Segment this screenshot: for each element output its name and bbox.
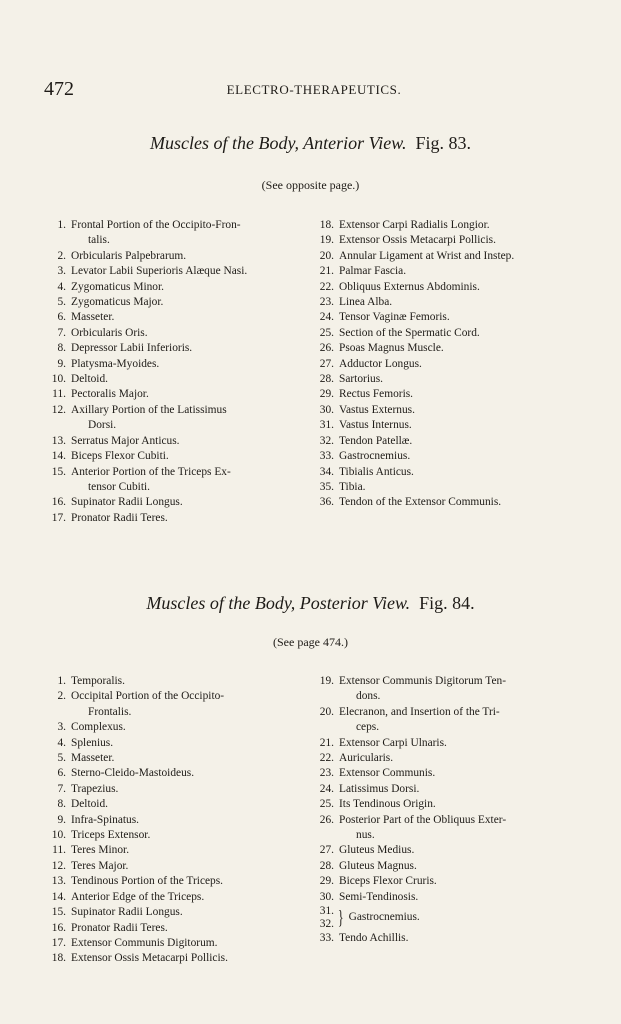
list-item bbox=[312, 280, 612, 295]
list-item bbox=[44, 797, 326, 812]
item-text: Extensor Communis Digitorum Ten- bbox=[339, 675, 506, 687]
item-number: 31. bbox=[319, 905, 334, 918]
item-number: 18. bbox=[51, 952, 66, 965]
item-number: 4. bbox=[57, 736, 66, 749]
list-item bbox=[44, 905, 326, 920]
item-number: 10. bbox=[51, 829, 66, 842]
item-number: 34. bbox=[319, 465, 334, 478]
item-text: Vastus Externus. bbox=[339, 403, 415, 416]
item-number: 21. bbox=[319, 736, 334, 749]
figure-84-title-text: Muscles of the Body, Posterior View. bbox=[146, 593, 411, 613]
item-number: 20. bbox=[319, 249, 334, 262]
item-text: Complexus. bbox=[71, 721, 126, 734]
item-text: Temporalis. bbox=[71, 675, 125, 687]
item-text: Annular Ligament at Wrist and Instep. bbox=[339, 249, 515, 262]
figure-83-label: Fig. 83. bbox=[415, 133, 471, 153]
item-number: 9. bbox=[57, 813, 66, 826]
item-number: 24. bbox=[319, 782, 334, 795]
item-number: 4. bbox=[57, 280, 66, 293]
list-item bbox=[312, 931, 612, 946]
list-item bbox=[312, 905, 612, 931]
item-number: 33. bbox=[319, 932, 334, 945]
list-item bbox=[312, 495, 612, 510]
item-text: Posterior Part of the Obliquus Exter- bbox=[339, 813, 507, 826]
figure-84-left-list bbox=[44, 674, 326, 967]
item-number: 29. bbox=[319, 388, 334, 401]
item-text: Sterno-Cleido-Mastoideus. bbox=[71, 767, 195, 780]
list-item bbox=[312, 674, 612, 689]
list-item bbox=[312, 341, 612, 356]
list-item bbox=[312, 705, 612, 720]
item-number: 31. bbox=[319, 419, 334, 432]
item-text: Teres Minor. bbox=[71, 844, 130, 857]
item-number: 5. bbox=[57, 296, 66, 309]
figure-83-right-list bbox=[312, 218, 612, 511]
item-text: Auricularis. bbox=[339, 752, 394, 765]
list-item bbox=[312, 465, 612, 480]
item-number: 8. bbox=[57, 342, 66, 355]
item-number: 26. bbox=[319, 813, 334, 826]
item-text: Adductor Longus. bbox=[339, 357, 422, 370]
list-item bbox=[312, 434, 612, 449]
item-number: 7. bbox=[57, 782, 66, 795]
running-head: ELECTRO-THERAPEUTICS. bbox=[226, 82, 402, 97]
list-item bbox=[312, 843, 612, 858]
item-text: Extensor Ossis Metacarpi Pollicis. bbox=[339, 234, 496, 247]
item-number: 8. bbox=[57, 798, 66, 811]
item-number: 22. bbox=[319, 280, 334, 293]
list-item bbox=[312, 736, 612, 751]
item-text: Palmar Fascia. bbox=[339, 265, 407, 278]
figure-84-right-items bbox=[312, 674, 612, 905]
list-item bbox=[44, 495, 326, 510]
item-number: 27. bbox=[319, 357, 334, 370]
item-number: 18. bbox=[319, 219, 334, 231]
item-text-continuation: ceps. bbox=[356, 721, 380, 734]
item-text: Pronator Radii Teres. bbox=[71, 921, 168, 934]
item-number: 13. bbox=[51, 434, 66, 447]
item-text: Semi-Tendinosis. bbox=[339, 890, 419, 903]
item-text: Orbicularis Palpebrarum. bbox=[71, 249, 187, 262]
list-item bbox=[312, 326, 612, 341]
item-number: 25. bbox=[319, 326, 334, 339]
item-text: Gastrocnemius. bbox=[348, 911, 420, 924]
item-text: Teres Major. bbox=[71, 859, 129, 872]
item-number: 35. bbox=[319, 480, 334, 493]
item-number: 10. bbox=[51, 373, 66, 386]
item-number: 25. bbox=[319, 798, 334, 811]
list-item bbox=[44, 951, 326, 966]
list-item bbox=[44, 295, 326, 310]
list-item bbox=[312, 797, 612, 812]
list-item bbox=[312, 449, 612, 464]
item-text: Supinator Radii Longus. bbox=[71, 906, 183, 919]
list-item bbox=[44, 218, 326, 233]
list-item bbox=[44, 372, 326, 387]
item-number: 2. bbox=[57, 249, 66, 262]
item-text: Pronator Radii Teres. bbox=[71, 511, 168, 524]
item-number: 27. bbox=[319, 844, 334, 857]
list-item bbox=[312, 859, 612, 874]
item-text-continuation: Dorsi. bbox=[88, 419, 117, 432]
item-text: Extensor Communis. bbox=[339, 767, 436, 780]
item-text: Obliquus Externus Abdominis. bbox=[339, 280, 480, 293]
figure-84-title bbox=[0, 593, 621, 614]
item-number: 12. bbox=[51, 859, 66, 872]
item-number: 9. bbox=[57, 357, 66, 370]
item-text: Tendinous Portion of the Triceps. bbox=[71, 875, 224, 888]
page-number: 472 bbox=[44, 78, 74, 100]
item-text: Masseter. bbox=[71, 752, 115, 765]
list-item bbox=[312, 233, 612, 248]
item-text: Zygomaticus Major. bbox=[71, 296, 164, 309]
list-item bbox=[312, 480, 612, 495]
item-text: Triceps Extensor. bbox=[71, 829, 151, 842]
item-text: Zygomaticus Minor. bbox=[71, 280, 165, 293]
item-number: 32. bbox=[319, 918, 334, 931]
item-text: Gluteus Medius. bbox=[339, 844, 415, 857]
item-text: Frontal Portion of the Occipito-Fron- bbox=[71, 219, 241, 231]
item-text: Serratus Major Anticus. bbox=[71, 434, 180, 447]
list-item bbox=[44, 357, 326, 372]
list-item bbox=[312, 403, 612, 418]
list-item bbox=[312, 310, 612, 325]
item-number: 5. bbox=[57, 752, 66, 765]
item-text: Anterior Edge of the Triceps. bbox=[71, 890, 205, 903]
item-text: Platysma-Myoides. bbox=[71, 357, 160, 370]
item-number: 14. bbox=[51, 890, 66, 903]
list-item bbox=[312, 874, 612, 889]
item-text-continuation: tensor Cubiti. bbox=[88, 480, 151, 493]
list-item bbox=[44, 341, 326, 356]
item-number: 17. bbox=[51, 511, 66, 524]
item-text: Deltoid. bbox=[71, 373, 109, 386]
list-item bbox=[312, 418, 612, 433]
item-number: 33. bbox=[319, 450, 334, 463]
item-number: 15. bbox=[51, 906, 66, 919]
item-number: 6. bbox=[57, 311, 66, 324]
list-item bbox=[44, 674, 326, 689]
list-item bbox=[44, 280, 326, 295]
item-number: 23. bbox=[319, 767, 334, 780]
list-item bbox=[312, 218, 612, 233]
item-number: 36. bbox=[319, 496, 334, 509]
item-number: 3. bbox=[57, 265, 66, 278]
list-item bbox=[312, 372, 612, 387]
item-text: Vastus Internus. bbox=[339, 419, 412, 432]
item-text: Psoas Magnus Muscle. bbox=[339, 342, 444, 355]
item-text: Tibia. bbox=[339, 480, 366, 493]
item-number: 26. bbox=[319, 342, 334, 355]
list-item bbox=[312, 249, 612, 264]
list-item bbox=[44, 449, 326, 464]
list-item bbox=[312, 813, 612, 828]
item-number: 24. bbox=[319, 311, 334, 324]
item-text: Infra-Spinatus. bbox=[71, 813, 140, 826]
item-number: 17. bbox=[51, 936, 66, 949]
list-item bbox=[44, 766, 326, 781]
item-text: Biceps Flexor Cruris. bbox=[339, 875, 437, 888]
item-number: 13. bbox=[51, 875, 66, 888]
list-item bbox=[44, 859, 326, 874]
list-item bbox=[44, 403, 326, 418]
item-number: 19. bbox=[319, 234, 334, 247]
item-number: 29. bbox=[319, 875, 334, 888]
item-number: 14. bbox=[51, 450, 66, 463]
item-text: Sartorius. bbox=[339, 373, 383, 386]
figure-83-left-list bbox=[44, 218, 326, 526]
item-number: 12. bbox=[51, 403, 66, 416]
item-text: Gluteus Magnus. bbox=[339, 859, 417, 872]
item-text: Tendon Patellæ. bbox=[339, 434, 413, 447]
item-text: Occipital Portion of the Occipito- bbox=[71, 690, 225, 703]
item-text-continuation: talis. bbox=[88, 234, 110, 247]
item-text-continuation: nus. bbox=[356, 829, 375, 842]
item-text: Trapezius. bbox=[71, 782, 119, 795]
list-item bbox=[44, 782, 326, 797]
item-number: 16. bbox=[51, 496, 66, 509]
item-number: 16. bbox=[51, 921, 66, 934]
figure-83-title bbox=[0, 133, 621, 154]
item-text-continuation: dons. bbox=[356, 690, 381, 703]
item-number: 2. bbox=[57, 690, 66, 703]
item-text: Linea Alba. bbox=[339, 296, 393, 309]
item-text: Extensor Carpi Ulnaris. bbox=[339, 736, 447, 749]
item-text: Orbicularis Oris. bbox=[71, 326, 148, 339]
figure-84-see-note: (See page 474.) bbox=[273, 635, 348, 649]
list-item bbox=[44, 387, 326, 402]
list-item bbox=[44, 511, 326, 526]
item-number: 28. bbox=[319, 859, 334, 872]
figure-84-right-list bbox=[312, 674, 612, 947]
item-number: 21. bbox=[319, 265, 334, 278]
item-text: Tendon of the Extensor Communis. bbox=[339, 496, 502, 509]
item-number: 23. bbox=[319, 296, 334, 309]
item-text: Tensor Vaginæ Femoris. bbox=[339, 311, 450, 324]
list-item bbox=[44, 828, 326, 843]
item-text: Pectoralis Major. bbox=[71, 388, 149, 401]
item-text: Its Tendinous Origin. bbox=[339, 798, 436, 811]
item-number: 11. bbox=[52, 388, 66, 401]
item-text: Splenius. bbox=[71, 736, 114, 749]
item-number: 11. bbox=[52, 844, 66, 857]
list-item bbox=[312, 264, 612, 279]
figure-83-title-text: Muscles of the Body, Anterior View. bbox=[150, 133, 407, 153]
item-number: 30. bbox=[319, 890, 334, 903]
list-item bbox=[44, 936, 326, 951]
item-text: Axillary Portion of the Latissimus bbox=[71, 403, 227, 416]
list-item bbox=[312, 766, 612, 781]
list-item bbox=[312, 782, 612, 797]
item-text: Section of the Spermatic Cord. bbox=[339, 326, 480, 339]
list-item bbox=[44, 813, 326, 828]
figure-83-see-note: (See opposite page.) bbox=[261, 178, 360, 192]
list-item bbox=[44, 751, 326, 766]
item-text: Rectus Femoris. bbox=[339, 388, 414, 401]
list-item bbox=[312, 295, 612, 310]
item-text: Extensor Communis Digitorum. bbox=[71, 936, 218, 949]
list-item bbox=[44, 249, 326, 264]
item-text: Supinator Radii Longus. bbox=[71, 496, 183, 509]
item-text: Gastrocnemius. bbox=[339, 450, 411, 463]
list-item bbox=[44, 921, 326, 936]
item-text: Deltoid. bbox=[71, 798, 109, 811]
list-item bbox=[44, 874, 326, 889]
list-item bbox=[44, 890, 326, 905]
item-text: Depressor Labii Inferioris. bbox=[71, 342, 193, 355]
item-text-continuation: Frontalis. bbox=[88, 705, 132, 718]
item-text: Anterior Portion of the Triceps Ex- bbox=[71, 465, 231, 478]
list-item bbox=[44, 843, 326, 858]
item-text: Tibialis Anticus. bbox=[339, 465, 414, 478]
item-number: 7. bbox=[57, 326, 66, 339]
item-number: 32. bbox=[319, 434, 334, 447]
item-text: Extensor Carpi Radialis Longior. bbox=[339, 219, 490, 231]
item-text: Masseter. bbox=[71, 311, 115, 324]
item-number: 22. bbox=[319, 752, 334, 765]
item-text: Levator Labii Superioris Alæque Nasi. bbox=[71, 265, 248, 278]
item-number: 30. bbox=[319, 403, 334, 416]
item-number: 1. bbox=[57, 675, 66, 687]
item-number: 1. bbox=[57, 219, 66, 231]
item-text: Latissimus Dorsi. bbox=[339, 782, 420, 795]
list-item bbox=[312, 357, 612, 372]
list-item bbox=[44, 310, 326, 325]
item-number: 20. bbox=[319, 705, 334, 718]
list-item bbox=[44, 720, 326, 735]
item-number: 3. bbox=[57, 721, 66, 734]
list-item bbox=[44, 736, 326, 751]
list-item bbox=[312, 890, 612, 905]
item-text: Biceps Flexor Cubiti. bbox=[71, 450, 169, 463]
item-text: Extensor Ossis Metacarpi Pollicis. bbox=[71, 952, 228, 965]
item-number: 19. bbox=[319, 675, 334, 687]
list-item bbox=[44, 264, 326, 279]
list-item bbox=[312, 387, 612, 402]
brace-symbol: } bbox=[337, 907, 344, 930]
item-number: 15. bbox=[51, 465, 66, 478]
list-item bbox=[312, 751, 612, 766]
item-text: Tendo Achillis. bbox=[339, 932, 409, 945]
page-header bbox=[44, 78, 584, 102]
item-number: 28. bbox=[319, 373, 334, 386]
item-number: 6. bbox=[57, 767, 66, 780]
list-item bbox=[44, 434, 326, 449]
list-item bbox=[44, 689, 326, 704]
list-item bbox=[44, 326, 326, 341]
item-text: Elecranon, and Insertion of the Tri- bbox=[339, 705, 500, 718]
figure-84-label: Fig. 84. bbox=[419, 593, 475, 613]
list-item bbox=[44, 465, 326, 480]
